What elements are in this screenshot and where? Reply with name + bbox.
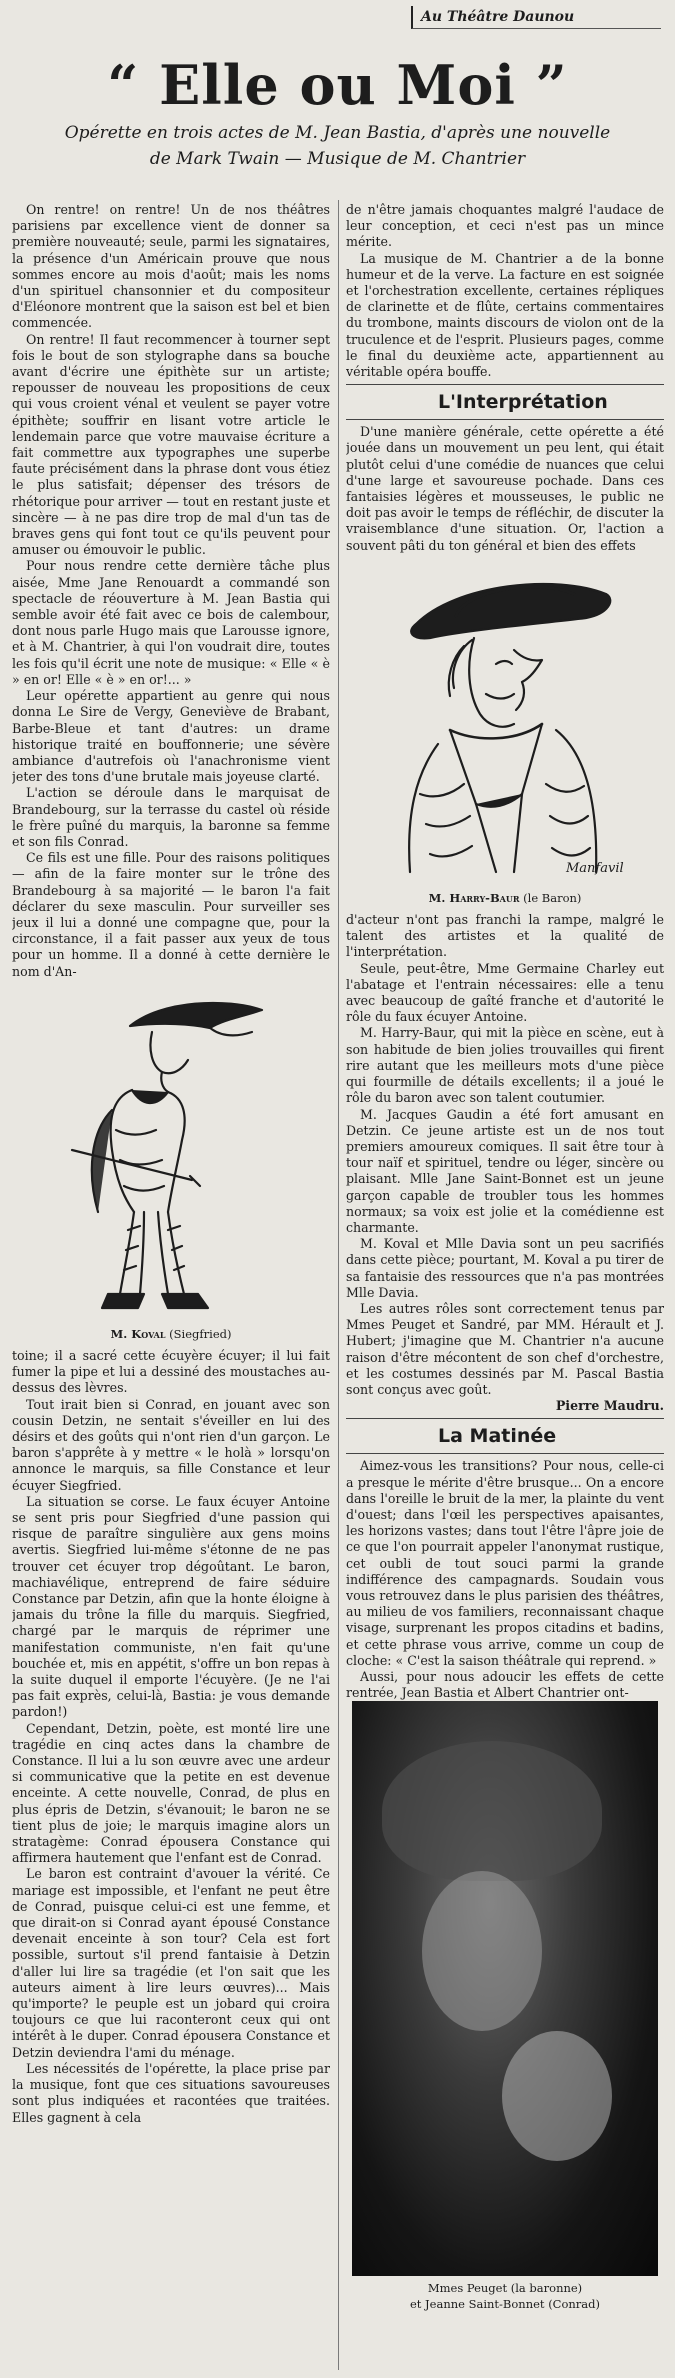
caption-actor-name: M. Koval bbox=[110, 1326, 166, 1341]
author-signature: Pierre Maudru. bbox=[555, 1398, 664, 1414]
paragraph: M. Harry-Baur, qui mit la pièce en scène, eut à son habitude de bien jolies trouvailles qui firent rire autant que les meilleurs mots d'une pièce qui fourmille de détails excellents; il a joué le rôle du baron avec son talent coutumier. bbox=[346, 1025, 664, 1106]
paragraph: La musique de M. Chantrier a de la bonne humeur et de la verve. La facture en est soignée et l'orchestration excellente, certaines répliques de clarinette et de flûte, certains commentaires du trombone, maints discours de violon ont de la truculence et de l'esprit. Plusieurs pages, comme le final du deuxième acte, appartiennent au véritable opéra bouffe. bbox=[346, 250, 664, 380]
paragraph: Ce fils est une fille. Pour des raisons politiques — afin de la faire monter sur le trône des Brandebourg à sa majorité — le baron l'a fait déclarer du sexe masculin. Pour surveiller ses jeux il lui a donné une compagne que, pour la circonstance, il a fait passer aux yeux de tous pour un homme. Il a donné à cette dernière le nom d'An- bbox=[12, 850, 330, 979]
photo-face-shape bbox=[422, 1871, 542, 2031]
paragraph: On rentre! Il faut recommencer à tourner sept fois le bout de son stylographe dans sa bouche avant d'écrire une épithète sur un artiste; repousser de nouveau les propositions de ceux qui vous croient vénal et veulent se payer votre épithète; souffrir en lisant votre article le lendemain parce que votre mauvaise écriture a fait commettre aux typographes une superbe faute précisément dans la phrase dont vous étiez le plus satisfait; dépenser des trésors de rhétorique pour arriver — tout en restant juste et sincère — à ne pas dire trop de mal d'un tas de braves gens qui font tout ce qu'ils peuvent pour amuser ou émouvoir le public. bbox=[12, 331, 330, 558]
paragraph: M. Koval et Mlle Davia sont un peu sacrifiés dans cette pièce; pourtant, M. Koval a pu tirer de sa fantaisie des ressources que n'a pas montrées Mlle Davia. bbox=[346, 1236, 664, 1300]
photo-hat-shape bbox=[382, 1741, 602, 1881]
paragraph: Seule, peut-être, Mme Germaine Charley eut l'abatage et l'entrain nécessaires: elle a tenu avec beaucoup de gaîté franche et d'autorité le rôle du faux écuyer Antoine. bbox=[346, 960, 664, 1025]
left-column bbox=[12, 202, 330, 2367]
section-rule bbox=[346, 384, 664, 385]
caption-role: (le Baron) bbox=[523, 891, 582, 906]
paragraph: L'action se déroule dans le marquisat de Brandebourg, sur la terrasse du castel où réside le frère puîné du marquis, la baronne sa femme et son fils Conrad. bbox=[12, 785, 330, 849]
subtitle-line-1: Opérette en trois actes de M. Jean Bastia, d'après une nouvelle bbox=[64, 123, 611, 143]
paragraph: D'une manière générale, cette opérette a été jouée dans un mouvement un peu lent, qui était plutôt celui d'une comédie de nuances que celui d'une large et savoureuse pochade. Dans ces fantaisies légères et mousseuses, le public ne doit pas avoir le temps de réfléchir, de discuter la vraisemblance d'une situation. Or, l'action a souvent pâti du ton général et bien des effets bbox=[346, 424, 664, 553]
paragraph: d'acteur n'ont pas franchi la rampe, malgré le talent des artistes et la qualité de l'interprétation. bbox=[346, 912, 664, 960]
article-subtitle bbox=[30, 120, 645, 172]
paragraph: Pour nous rendre cette dernière tâche plus aisée, Mme Jane Renouardt a commandé son spectacle de réouverture à M. Jean Bastia qui semble avoir été fait avec ce bois de calembour, dont nous parle Hugo mais que Larousse ignore, et à M. Chantrier, à qui l'on voudrait dire, toutes les fois qu'il écrit une note de musique: « Elle « è » en or! Elle « è » en or!... » bbox=[12, 558, 330, 687]
section-heading-matinee: La Matinée bbox=[438, 1425, 557, 1448]
section-rule bbox=[346, 1418, 664, 1419]
paragraph: Le baron est contraint d'avouer la vérité. Ce mariage est impossible, et l'enfant ne peut être de Conrad, puisque celui-ci est une femme, et que dirait-on si Conrad ayant épousé Constance devenait enceinte à son tour? Cela est fort possible, surtout s'il prend fantaisie à Detzin d'aller lui lire sa tragédie (et l'on sait que les auteurs aiment à lire leurs œuvres)... Mais qu'importe? le peuple est un jobard qui croira toujours ce que lui raconteront ceux qui ont intérêt à le duper. Conrad épousera Constance et Detzin deviendra l'ami du ménage. bbox=[12, 1866, 330, 2060]
harry-baur-caption bbox=[346, 890, 664, 906]
harry-baur-drawing bbox=[346, 554, 664, 884]
paragraph: La situation se corse. Le faux écuyer Antoine se sent pris pour Siegfried d'une passion qui risque de paraître singulière aux gens moins avertis. Siegfried lui-même s'étonne de ne pas trouver cet écuyer trop dégoûtant. Le baron, machiavélique, entreprend de faire séduire Constance par Detzin, afin que la honte éloigne à jamais du trône la fille du marquis. Siegfried, chargé par le marquis de réprimer une manifestation communiste, n'en fait qu'une bouchée et, mis en appétit, s'offre un bon repas à la suite duquel il emporte l'écuyère. (Je ne l'ai pas fait exprès, celui-là, Bastia: je vous demande pardon!) bbox=[12, 1493, 330, 1720]
subtitle-line-2: de Mark Twain — Musique de M. Chantrier bbox=[149, 149, 526, 169]
photo-caption-line-2: et Jeanne Saint-Bonnet (Conrad) bbox=[409, 2297, 601, 2312]
photo-caption-line-1: Mmes Peuget (la baronne) bbox=[427, 2281, 583, 2296]
paragraph: toine; il a sacré cette écuyère écuyer; il lui fait fumer la pipe et lui a dessiné des moustaches au-dessus des lèvres. bbox=[12, 1347, 330, 1396]
harry-baur-sketch bbox=[346, 554, 664, 906]
actresses-photo bbox=[352, 1701, 658, 2276]
article-title: “ Elle ou Moi ” bbox=[107, 53, 568, 117]
actresses-photo-figure bbox=[346, 1701, 664, 2312]
paragraph: Aimez-vous les transitions? Pour nous, celle-ci a presque le mérite d'être brusque... On a encore dans l'oreille le bruit de la mer, la plainte du vent d'ouest; dans l'œil les perspectives apaisantes, les horizons vastes; dans tout l'être l'âpre joie de ce que l'on pourrait appeler l'anonymat rustique, cet oubli de tout souci parmi la grande indifférence des campagnards. Soudain vous vous retrouvez dans le plus parisien des théâtres, au milieu de vos familiers, reconnaissant chaque visage, surprenant les propos citadins et badins, et cette phrase vous arrive, comme un coup de cloche: « C'est la saison théâtrale qui reprend. » bbox=[346, 1458, 664, 1668]
paragraph: Cependant, Detzin, poète, est monté lire une tragédie en cinq actes dans la chambre de Constance. Il lui a lu son œuvre avec une ardeur si communicative que la petite en est devenue enceinte. A cette nouvelle, Conrad, de plus en plus épris de Detzin, s'évanouit; le baron ne se tient plus de joie; le marquis imagine alors un stratagème: Conrad épousera Constance qui affirmera hautement que l'enfant est de Conrad. bbox=[12, 1720, 330, 1866]
paragraph: Aussi, pour nous adoucir les effets de cette rentrée, Jean Bastia et Albert Chantrier ont- bbox=[346, 1669, 664, 1701]
section-rule bbox=[346, 1453, 664, 1454]
paragraph: Tout irait bien si Conrad, en jouant avec son cousin Detzin, ne sentait s'éveiller en lui des désirs et des goûts qui n'ont rien d'un garçon. Le baron s'apprête à y mettre « le holà » lorsqu'on annonce le marquis, sa fille Constance et leur écuyer Siegfried. bbox=[12, 1396, 330, 1493]
right-column bbox=[346, 202, 664, 2367]
photo-face-shape bbox=[502, 2031, 612, 2161]
koval-drawing bbox=[12, 980, 330, 1320]
sketch-signature: Manfavil bbox=[566, 860, 624, 876]
column-divider bbox=[338, 200, 339, 2370]
koval-sketch bbox=[12, 980, 330, 1342]
paragraph: Leur opérette appartient au genre qui nous donna Le Sire de Vergy, Geneviève de Brabant, Barbe-Bleue et tant d'autres: un drame historique traité en bouffonnerie; une sévère ambiance d'autrefois où l'anachronisme vient jeter des tons d'une brutale mais joyeuse clarté. bbox=[12, 688, 330, 785]
caption-role: (Siegfried) bbox=[169, 1326, 232, 1341]
section-heading-interpretation: L'Interprétation bbox=[438, 391, 608, 414]
paragraph: Les autres rôles sont correctement tenus par Mmes Peuget et Sandré, par MM. Hérault et J. Hubert; j'imagine que M. Chantrier n'a aucune raison d'être mécontent de son chef d'orchestre, et les costumes dessinés par M. Pascal Bastia sont conçus avec goût. bbox=[346, 1300, 664, 1397]
paragraph: Les nécessités de l'opérette, la place prise par la musique, font que ces situations savoureuses sont plus indiquées et racontées que traitées. Elles gagnent à cela bbox=[12, 2060, 330, 2125]
section-rule bbox=[346, 419, 664, 420]
paragraph: de n'être jamais choquantes malgré l'audace de leur conception, et ceci n'est pas un mince mérite. bbox=[346, 202, 664, 250]
paragraph: On rentre! on rentre! Un de nos théâtres parisiens par excellence vient de donner sa première nouveauté; seule, parmi les signataires, la présence d'un Américain prouve que nous sommes encore au mois d'août; mais les noms d'un spirituel chansonnier et du compositeur d'Eléonore montrent que la saison est bel et bien commencée. bbox=[12, 202, 330, 331]
running-head: Au Théâtre Daunou bbox=[411, 6, 661, 29]
paragraph: M. Jacques Gaudin a été fort amusant en Detzin. Ce jeune artiste est un de nos tout premiers amoureux comiques. Il sait être tour à tour naïf et spirituel, tendre ou léger, sincère ou plaisant. Mlle Jane Saint-Bonnet est un jeune garçon capable de troubler tous les hommes normaux; sa voix est jolie et la comédienne est charmante. bbox=[346, 1106, 664, 1235]
photo-caption bbox=[346, 2280, 664, 2312]
koval-caption bbox=[12, 1326, 330, 1342]
caption-actor-name: M. Harry-Baur bbox=[428, 891, 520, 906]
